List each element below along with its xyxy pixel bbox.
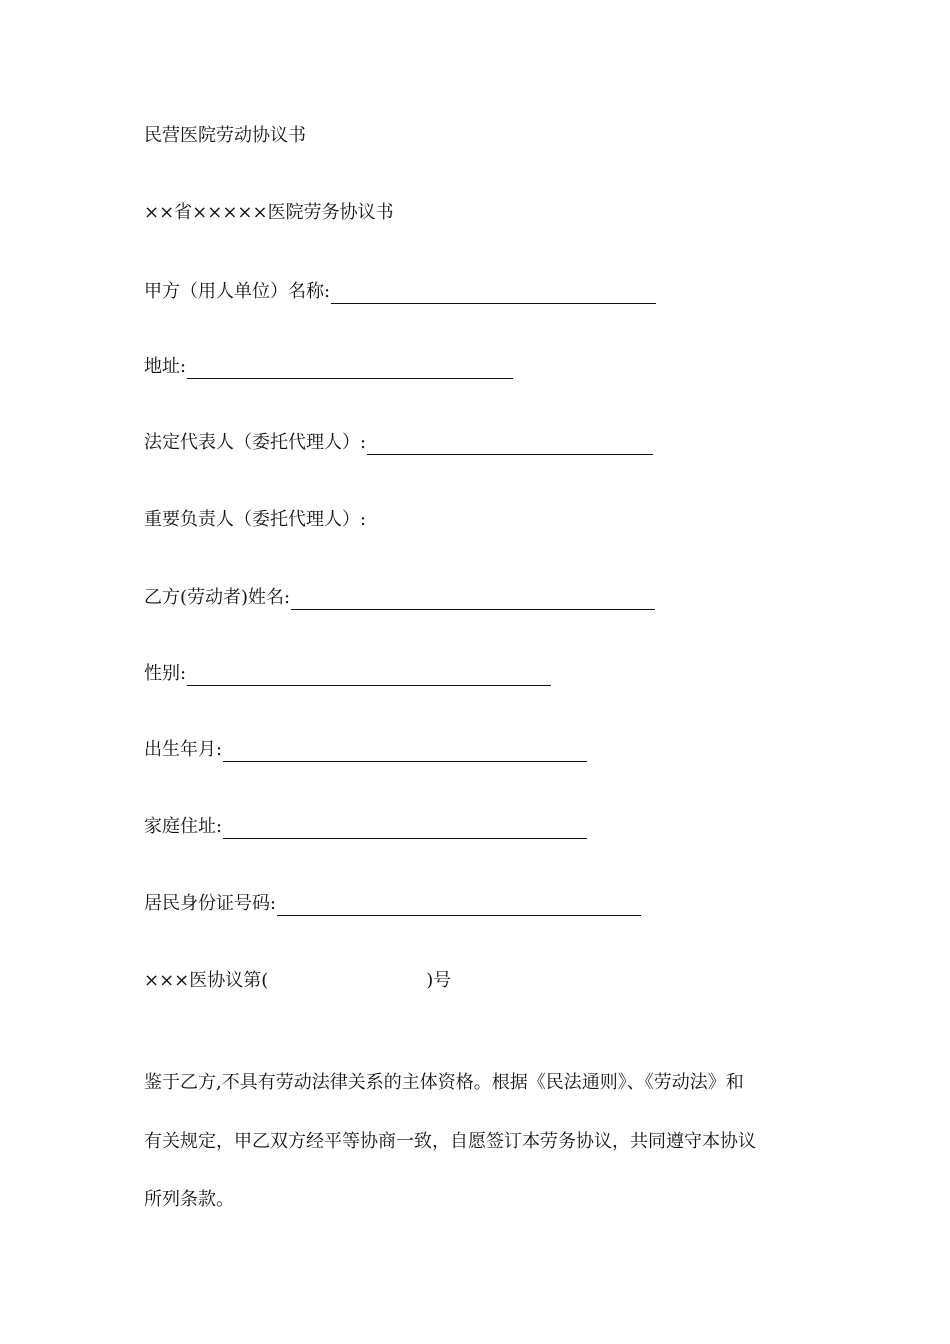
- gender-blank[interactable]: [187, 667, 551, 686]
- party-a-name-label: 甲方（用人单位）名称:: [144, 281, 331, 302]
- agreement-number-line: [144, 969, 451, 993]
- home-address-field: [144, 815, 587, 839]
- address-label: 地址:: [144, 356, 187, 377]
- document-subtitle-text: ××省×××××医院劳务协议书: [144, 202, 394, 223]
- id-number-label: 居民身份证号码:: [144, 893, 277, 914]
- intro-paragraph-line-1: [144, 1071, 806, 1095]
- intro-paragraph-text-3: 所列条款。: [144, 1189, 234, 1210]
- intro-paragraph-line-2: [144, 1130, 806, 1154]
- home-address-label: 家庭住址:: [144, 816, 223, 837]
- address-blank[interactable]: [187, 360, 513, 379]
- birth-label: 出生年月:: [144, 739, 223, 760]
- document-subtitle: [144, 201, 394, 225]
- intro-paragraph-text-2: 有关规定，甲乙双方经平等协商一致，自愿签订本劳务协议，共同遵守本协议: [144, 1131, 756, 1152]
- party-b-name-field: [144, 586, 655, 610]
- document-title: [144, 124, 306, 148]
- id-number-blank[interactable]: [277, 897, 641, 916]
- gender-label: 性别:: [144, 663, 187, 684]
- legal-rep-field: [144, 431, 653, 455]
- document-title-text: 民营医院劳动协议书: [144, 125, 306, 146]
- gender-field: [144, 662, 551, 686]
- intro-paragraph-text-1: 鉴于乙方,不具有劳动法律关系的主体资格。根据《民法通则》、《劳动法》和: [144, 1072, 744, 1093]
- legal-rep-label: 法定代表人（委托代理人）:: [144, 432, 367, 453]
- legal-rep-blank[interactable]: [367, 436, 653, 455]
- party-a-name-field: [144, 280, 656, 304]
- birth-blank[interactable]: [223, 743, 587, 762]
- agreement-number-suffix: )号: [426, 970, 452, 991]
- party-b-name-blank[interactable]: [291, 591, 655, 610]
- party-b-name-label: 乙方(劳动者)姓名:: [144, 587, 291, 608]
- main-person-label: 重要负责人（委托代理人）:: [144, 509, 367, 530]
- party-a-name-blank[interactable]: [331, 285, 656, 304]
- birth-field: [144, 738, 587, 762]
- intro-paragraph-line-3: [144, 1188, 806, 1212]
- agreement-number-prefix: ×××医协议第(: [144, 970, 269, 991]
- address-field: [144, 355, 513, 379]
- id-number-field: [144, 892, 641, 916]
- home-address-blank[interactable]: [223, 820, 587, 839]
- main-person-field: [144, 508, 366, 532]
